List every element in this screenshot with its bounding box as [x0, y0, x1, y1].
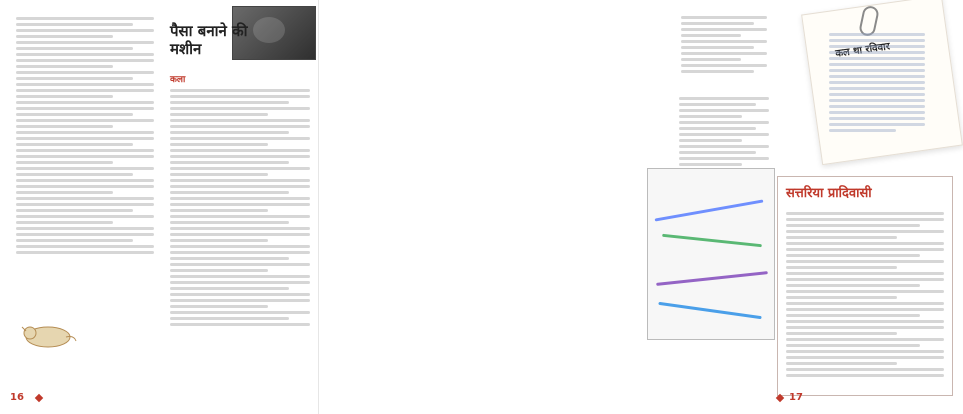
- section-title: सत्तरिया प्रादिवासी: [786, 186, 872, 201]
- left-column-2: [170, 86, 310, 329]
- left-column-1: [16, 14, 154, 257]
- left-page: [0, 0, 319, 414]
- dog-illustration-icon: [18, 315, 78, 349]
- section-box: [777, 176, 953, 396]
- quote-box: [681, 10, 767, 88]
- section-body: [786, 209, 944, 380]
- right-column-narrow: [679, 94, 769, 169]
- note-card-lines: [829, 30, 925, 135]
- right-page: [319, 0, 891, 414]
- diamond-icon: [776, 393, 784, 401]
- right-footer: [771, 392, 803, 403]
- left-footer: [10, 392, 42, 403]
- diamond-icon: [35, 393, 43, 401]
- child-drawing: [647, 168, 775, 340]
- note-card-title: कल था रविवार: [834, 41, 891, 60]
- right-page-number: 17: [789, 392, 803, 403]
- note-card: [811, 4, 951, 154]
- story-kicker: कला: [170, 75, 186, 85]
- story-title: पैसा बनाने की मशीन: [170, 22, 248, 58]
- left-page-number: 16: [10, 392, 24, 403]
